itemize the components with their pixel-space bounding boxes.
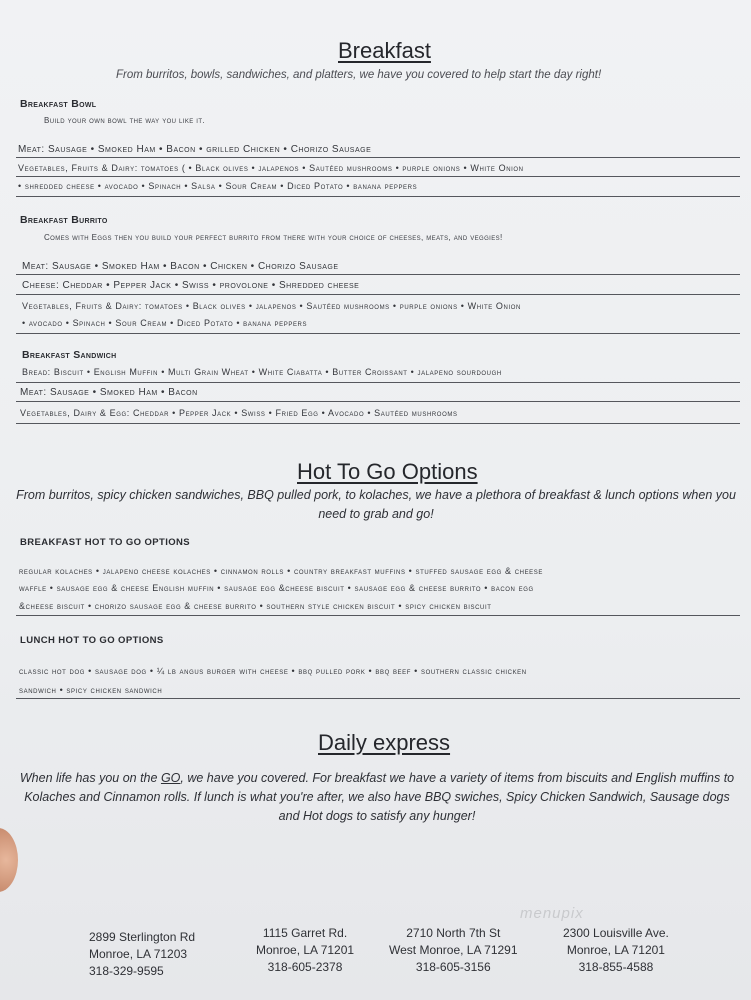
bowl-veg-1: Vegetables, Fruits & Dairy: tomatoes ( • Black olives • jalapenos • Sautéed mushrooms • purple onions • White Onion xyxy=(18,163,524,173)
express-text-b: , we have you covered. For breakfast we have a variety of items from biscuits and English muffins to Kolaches and Cinnamon rolls. If lunch is what you're after, we also have BBQ swiches, Spicy Chicken Sandwich, Sausage dogs and Hot dogs to satisfy any hunger! xyxy=(24,771,735,823)
burrito-veg-2: • avocado • Spinach • Sour Cream • Diced Potato • banana peppers xyxy=(22,318,308,328)
location-2 xyxy=(256,925,354,976)
location-street: 2899 Sterlington Rd xyxy=(89,930,196,944)
divider xyxy=(16,176,740,177)
location-city: Monroe, LA 71201 xyxy=(256,943,355,957)
sandwich-veg: Vegetables, Dairy & Egg: Cheddar • Pepper Jack • Swiss • Fried Egg • Avocado • Sautéed mushrooms xyxy=(20,408,458,418)
divider xyxy=(16,382,740,383)
hot-subtitle: From burritos, spicy chicken sandwiches, BBQ pulled pork, to kolaches, we have a plethora of breakfast & lunch options when you need to grab and go! xyxy=(16,488,736,521)
location-street: 2300 Louisville Ave. xyxy=(563,926,669,940)
express-title: Daily express xyxy=(318,730,451,755)
lunch-hot-heading: LUNCH HOT TO GO OPTIONS xyxy=(20,635,164,646)
divider xyxy=(16,157,740,158)
location-city: Monroe, LA 71203 xyxy=(89,947,188,961)
burrito-note: Comes with Eggs then you build your perfect burrito from there with your choice of cheeses, meats, and veggies! xyxy=(44,233,503,242)
divider xyxy=(16,333,740,334)
location-city: Monroe, LA 71201 xyxy=(566,943,665,957)
breakfast-hot-line-1: regular kolaches • jalapeno cheese kolaches • cinnamon rolls • country breakfast muffins • stuffed sausage egg & cheese xyxy=(19,566,543,576)
bowl-meat: Meat: Sausage • Smoked Ham • Bacon • grilled Chicken • Chorizo Sausage xyxy=(18,144,372,155)
sandwich-meat: Meat: Sausage • Smoked Ham • Bacon xyxy=(20,387,198,398)
divider xyxy=(16,294,740,295)
location-1 xyxy=(89,929,195,980)
location-phone: 318-329-9595 xyxy=(89,964,164,978)
bowl-note: Build your own bowl the way you like it. xyxy=(44,116,206,125)
hot-title: Hot To Go Options xyxy=(297,459,478,484)
breakfast-hot-heading: BREAKFAST HOT TO GO OPTIONS xyxy=(20,537,191,548)
location-3 xyxy=(389,925,518,976)
location-street: 1115 Garret Rd. xyxy=(262,926,348,940)
location-phone: 318-855-4588 xyxy=(578,960,654,974)
location-street: 2710 North 7th St xyxy=(406,926,501,940)
burrito-meat: Meat: Sausage • Smoked Ham • Bacon • Chicken • Chorizo Sausage xyxy=(22,261,339,272)
location-phone: 318-605-2378 xyxy=(267,960,343,974)
divider xyxy=(16,196,740,197)
divider xyxy=(16,423,740,424)
lunch-hot-line-1: classic hot dog • sausage dog • ¼ lb angus burger with cheese • bbq pulled pork • bbq beef • southern classic chicken xyxy=(19,666,527,676)
breakfast-hot-line-3: &cheese biscuit • chorizo sausage egg & cheese burrito • southern style chicken biscuit • spicy chicken biscuit xyxy=(19,601,492,611)
watermark-text: menupix xyxy=(520,905,584,922)
location-city: West Monroe, LA 71291 xyxy=(389,943,518,957)
location-4 xyxy=(563,925,669,976)
thumb-edge xyxy=(0,828,18,892)
location-phone: 318-605-3156 xyxy=(415,960,491,974)
breakfast-hot-line-2: waffle • sausage egg & cheese English muffin • sausage egg &cheese biscuit • sausage egg & cheese burrito • bacon egg xyxy=(19,583,534,593)
burrito-veg-1: Vegetables, Fruits & Dairy: tomatoes • Black olives • jalapenos • Sautéed mushrooms • purple onions • White Onion xyxy=(22,301,521,311)
divider xyxy=(16,698,740,699)
bowl-veg-2: • shredded cheese • avocado • Spinach • Salsa • Sour Cream • Diced Potato • banana peppers xyxy=(18,181,418,191)
express-text-a: When life has you on the xyxy=(19,771,161,785)
express-paragraph xyxy=(16,769,738,826)
burrito-cheese: Cheese: Cheddar • Pepper Jack • Swiss • provolone • Shredded cheese xyxy=(22,280,360,291)
bowl-heading: Breakfast Bowl xyxy=(20,98,97,110)
breakfast-subtitle: From burritos, bowls, sandwiches, and platters, we have you covered to help start the day right! xyxy=(116,69,602,81)
divider xyxy=(16,274,740,275)
divider xyxy=(16,401,740,402)
express-text-go: GO xyxy=(160,771,181,785)
divider xyxy=(16,615,740,616)
lunch-hot-line-2: sandwich • spicy chicken sandwich xyxy=(19,685,163,695)
sandwich-bread: Bread: Biscuit • English Muffin • Multi Grain Wheat • White Ciabatta • Butter Croissant • jalapeno sourdough xyxy=(22,367,502,377)
breakfast-title: Breakfast xyxy=(338,38,431,63)
sandwich-heading: Breakfast Sandwich xyxy=(22,349,117,361)
burrito-heading: Breakfast Burrito xyxy=(20,214,108,226)
